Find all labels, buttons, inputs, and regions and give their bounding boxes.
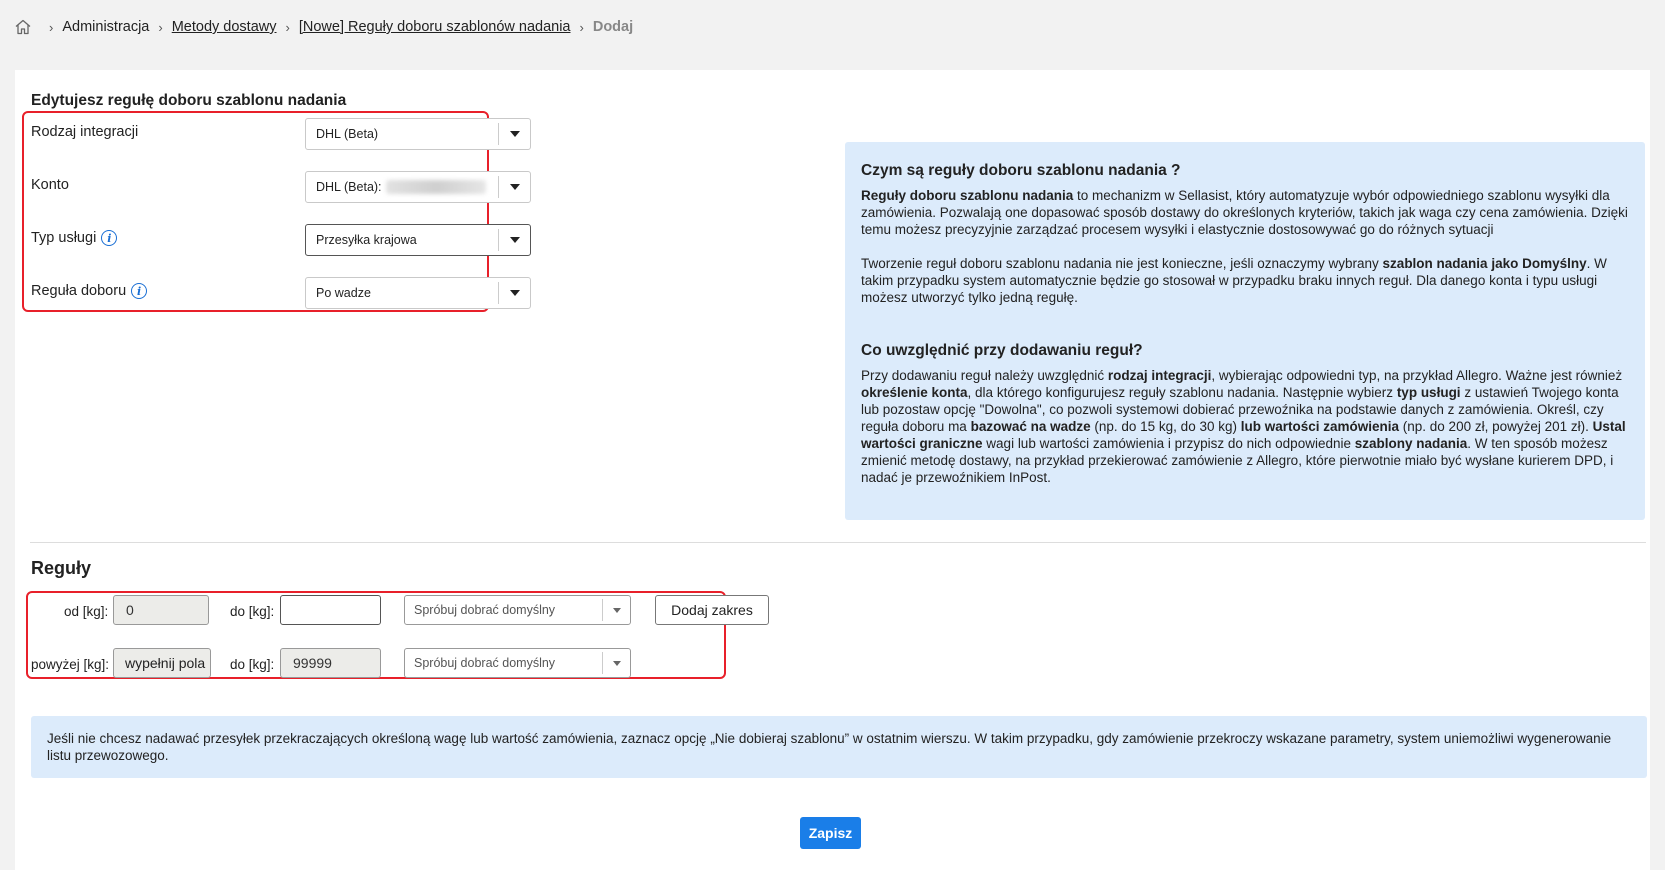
account-row bbox=[31, 171, 531, 203]
service-row bbox=[31, 224, 531, 256]
template-select[interactable] bbox=[404, 648, 631, 678]
account-label: Konto bbox=[31, 177, 69, 193]
from-input[interactable]: 0 bbox=[113, 595, 209, 625]
chevron-right-icon: › bbox=[49, 19, 54, 35]
info-icon[interactable]: i bbox=[131, 283, 147, 299]
integration-row bbox=[31, 118, 531, 150]
caret-down-icon bbox=[498, 123, 530, 145]
home-icon[interactable] bbox=[14, 18, 32, 36]
to-label: do [kg]: bbox=[230, 604, 275, 619]
info-heading-2: Co uwzględnić przy dodawaniu reguł? bbox=[861, 342, 1143, 359]
info-heading-1: Czym są reguły doboru szablonu nadania ? bbox=[861, 162, 1181, 179]
template-value: Spróbuj dobrać domyślny bbox=[414, 603, 556, 617]
rule-value: Po wadze bbox=[316, 286, 371, 300]
service-label: Typ usługi bbox=[31, 230, 97, 246]
rule-label: Reguła doboru bbox=[31, 283, 127, 299]
chevron-right-icon: › bbox=[158, 19, 163, 35]
above-input[interactable]: wypełnij pola bbox=[113, 648, 211, 678]
info-paragraph-3: Przy dodawaniu reguł należy uwzględnić rodzaj integracji, wybierając odpowiedni typ, na przykład Allegro. Ważne jest również określenie konta, dla którego konfigurujesz reguły szablonu nadania. Następnie wybierz typ usługi z ustawień Twojego konta lub pozostaw opcję "Dowolna", co pozwoli systemowi dobierać przewoźnika na podstawie danych z zamówienia. Określ, czy reguła doboru ma bazować na wadze (np. do 15 kg, do 30 kg) lub wartości zamówienia (np. do 200 zł, powyżej 201 zł). Ustal wartości graniczne wagi lub wartości zamówienia i przypisz do nich odpowiednie szablony nadania. W ten sposób możesz zmienić metodę dostawy, na przykład przekierować zamówienie z Allegro, które pierwotnie miało być wysłane kurierem DPD, i nadać je przewoźnikiem InPost. bbox=[861, 368, 1626, 485]
service-select[interactable] bbox=[305, 224, 531, 256]
rules-title: Reguły bbox=[31, 558, 92, 578]
info-icon[interactable]: i bbox=[101, 230, 117, 246]
notice-box: Jeśli nie chcesz nadawać przesyłek przekraczających określoną wagę lub wartość zamówienia, zaznacz opcję „Nie dobieraj szablonu” w ostatnim wierszu. W takim przypadku, gdy zamówienie przekroczy wskazane parametry, system uniemożliwi wygenerowanie listu przewozowego. bbox=[31, 716, 1647, 778]
breadcrumb-current: Dodaj bbox=[592, 19, 634, 35]
caret-down-icon bbox=[498, 282, 530, 304]
divider bbox=[30, 542, 1646, 543]
blurred-account-name bbox=[386, 180, 486, 194]
form-title: Edytujesz regułę doboru szablonu nadania bbox=[31, 92, 347, 109]
caret-down-icon bbox=[498, 176, 530, 198]
above-label: powyżej [kg]: bbox=[31, 657, 110, 672]
to-label: do [kg]: bbox=[230, 657, 275, 672]
rule-label-wrap bbox=[31, 283, 147, 299]
add-range-button[interactable]: Dodaj zakres bbox=[655, 595, 769, 625]
service-label-wrap bbox=[31, 230, 117, 246]
caret-down-icon bbox=[602, 599, 630, 621]
main-card bbox=[15, 70, 1650, 870]
breadcrumb-link-reguly[interactable]: [Nowe] Reguły doboru szablonów nadania bbox=[298, 19, 571, 35]
rule-select[interactable] bbox=[305, 277, 531, 309]
to-input-max[interactable]: 99999 bbox=[280, 648, 381, 678]
account-select[interactable] bbox=[305, 171, 531, 203]
integration-label: Rodzaj integracji bbox=[31, 124, 139, 140]
to-input[interactable] bbox=[280, 595, 381, 625]
integration-select[interactable] bbox=[305, 118, 531, 150]
rule-row bbox=[31, 277, 531, 309]
info-paragraph-2: Tworzenie reguł doboru szablonu nadania nie jest konieczne, jeśli oznaczymy wybrany szablon nadania jako Domyślny. W takim przypadku system automatycznie będzie go stosował w przypadku braku innych reguł. Dla danego konta i typu usługi możesz utworzyć tylko jedną regułę. bbox=[861, 256, 1607, 305]
from-label: od [kg]: bbox=[64, 604, 109, 619]
info-paragraph-1: Reguły doboru szablonu nadania to mechanizm w Sellasist, który automatyzuje wybór odpowiedniego szablonu wysyłki dla zamówienia. Pozwalają one dopasować sposób dostawy do określonych kryteriów, takich jak waga czy cena zamówienia. Dzięki temu możesz precyzyjnie zarządzać procesem wysyłki i elastycznie dostosowywać go do różnych sytuacji bbox=[861, 188, 1628, 237]
breadcrumb-item-administracja: Administracja bbox=[62, 19, 150, 35]
account-value: DHL (Beta): bbox=[316, 180, 382, 194]
caret-down-icon bbox=[602, 652, 630, 674]
service-value: Przesyłka krajowa bbox=[316, 233, 417, 247]
info-panel bbox=[845, 142, 1645, 520]
save-button[interactable]: Zapisz bbox=[800, 817, 861, 849]
integration-value: DHL (Beta) bbox=[316, 127, 379, 141]
breadcrumb bbox=[14, 16, 633, 38]
breadcrumb-link-metody-dostawy[interactable]: Metody dostawy bbox=[171, 19, 277, 35]
chevron-right-icon: › bbox=[285, 19, 290, 35]
template-select[interactable] bbox=[404, 595, 631, 625]
chevron-right-icon: › bbox=[579, 19, 584, 35]
template-value: Spróbuj dobrać domyślny bbox=[414, 656, 556, 670]
caret-down-icon bbox=[498, 229, 530, 251]
